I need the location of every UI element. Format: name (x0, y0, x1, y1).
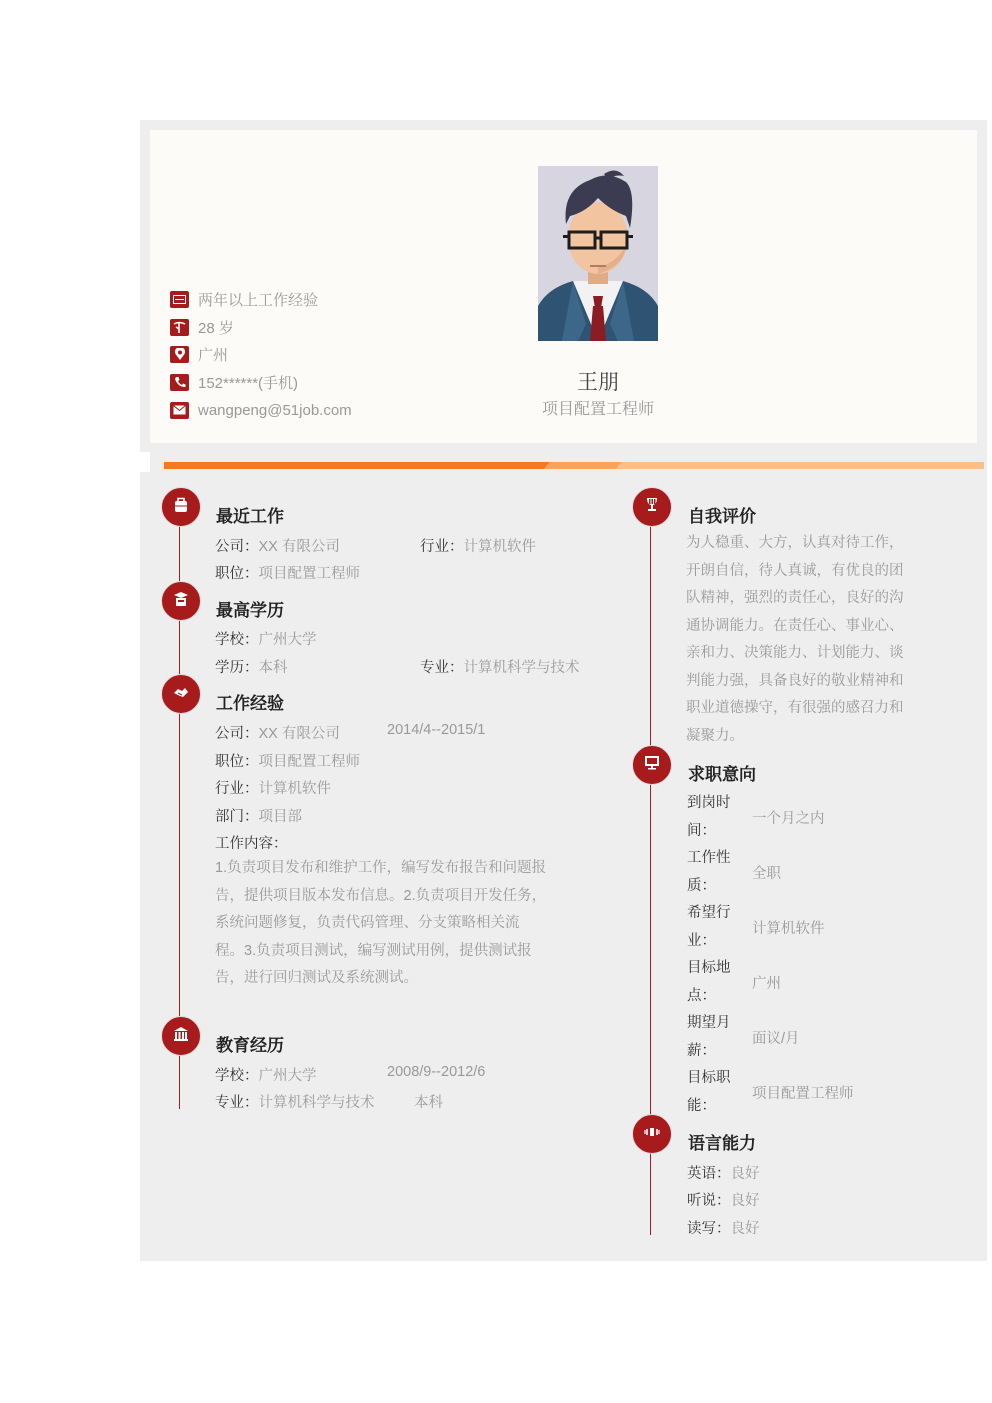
work-content (215, 855, 575, 993)
self-eval-line: 职业道德操守，有很强的感召力和 (686, 700, 904, 716)
work-position-label: 职位： (215, 754, 259, 770)
intent-row-label (687, 845, 739, 900)
intent-label-line: 间： (687, 822, 716, 839)
intent-row-value: 一个月之内 (752, 811, 825, 827)
self-eval-line: 通协调能力。在责任心、事业心、 (686, 617, 904, 634)
language-listen-value: 良好 (730, 1193, 760, 1209)
presentation-icon (644, 497, 660, 517)
edu-school (215, 628, 317, 649)
graduate-icon (173, 591, 189, 612)
language-rw-label: 读写： (687, 1221, 731, 1237)
self-eval-line: 亲和力、决策能力、计划能力、谈 (686, 645, 904, 661)
intent-row-value: 广州 (752, 976, 781, 992)
intent-label-line: 点： (687, 987, 716, 1004)
contact-age (170, 317, 234, 337)
header-notch (140, 452, 150, 472)
work-dept (215, 805, 302, 826)
recent-company-value: XX 有限公司 (258, 539, 340, 555)
edu-degree-value: 本科 (258, 660, 288, 676)
work-period: 2014/4--2015/1 (387, 722, 486, 738)
intent-label-line: 希望行 (687, 905, 731, 921)
work-company (215, 722, 340, 743)
work-industry (215, 777, 331, 798)
work-position (215, 750, 360, 771)
self-eval-title: 自我评价 (688, 507, 756, 527)
education-major-value: 计算机科学与技术 (258, 1095, 375, 1111)
education-degree: 本科 (414, 1095, 443, 1111)
education-badge (161, 1016, 201, 1056)
contact-experience (170, 289, 318, 309)
education-school-label: 学校： (215, 1068, 259, 1084)
intent-row-label (687, 955, 739, 1010)
language-listen-label: 听说： (687, 1193, 731, 1209)
work-industry-value: 计算机软件 (258, 781, 331, 797)
education-top-title: 最高学历 (216, 601, 284, 621)
job-intent-title: 求职意向 (688, 765, 756, 785)
contact-phone (170, 372, 298, 392)
recent-position (215, 562, 360, 583)
education-major (215, 1091, 375, 1112)
work-experience-title: 工作经验 (216, 694, 284, 714)
person-title: 项目配置工程师 (541, 401, 654, 418)
orange-divider (164, 462, 984, 469)
recent-work-title: 最近工作 (216, 507, 284, 527)
language-listen (687, 1189, 760, 1210)
recent-company-label: 公司： (215, 539, 259, 555)
intent-label-line: 业： (687, 932, 716, 949)
intent-label-line: 质： (687, 877, 716, 894)
intent-label-line: 能： (687, 1097, 716, 1114)
intent-row-value: 计算机软件 (752, 921, 825, 937)
intent-label-line: 目标地 (687, 960, 731, 976)
contact-age-text: 28 岁 (198, 319, 234, 337)
contact-phone-text: 152******(手机) (198, 374, 299, 392)
education-period: 2008/9--2012/6 (387, 1064, 486, 1080)
education-school-value: 广州大学 (258, 1068, 317, 1084)
intent-row-label (687, 790, 739, 845)
language-title: 语言能力 (688, 1134, 756, 1154)
education-top-badge (161, 581, 201, 621)
edu-degree-label: 学历： (215, 660, 259, 676)
language-rw-value: 良好 (730, 1221, 760, 1237)
language-english-value: 良好 (730, 1166, 760, 1182)
bag-icon (174, 497, 188, 518)
language-english-label: 英语： (687, 1166, 731, 1182)
edu-major (420, 656, 580, 677)
intent-row-value: 项目配置工程师 (752, 1086, 854, 1102)
education-school (215, 1064, 317, 1085)
self-eval-text (686, 530, 926, 750)
intent-row-label (687, 1065, 739, 1120)
recent-company (215, 535, 340, 556)
edu-major-label: 专业： (420, 660, 464, 676)
education-major-label: 专业： (215, 1095, 259, 1111)
avatar (538, 166, 658, 341)
intent-row-value: 面议/月 (752, 1031, 800, 1047)
work-industry-label: 行业： (215, 781, 259, 797)
contact-experience-text: 两年以上工作经验 (198, 291, 319, 309)
work-content-line: 程。3.负责项目测试，编写测试用例，提供测试报 (215, 942, 532, 959)
work-content-label (215, 832, 288, 853)
intent-label-line: 到岗时 (687, 795, 731, 811)
self-eval-badge (632, 487, 672, 527)
work-company-value: XX 有限公司 (258, 726, 340, 742)
briefcase-icon (170, 291, 189, 308)
age-icon (170, 319, 189, 336)
intent-label-line: 目标职 (687, 1070, 731, 1086)
contact-location (170, 344, 228, 364)
edu-degree (215, 656, 288, 677)
work-content-label-text: 工作内容： (215, 836, 288, 852)
self-eval-line: 凝聚力。 (686, 727, 744, 744)
intent-label-line: 工作性 (687, 850, 731, 866)
work-dept-label: 部门： (215, 809, 259, 825)
language-rw (687, 1217, 760, 1238)
work-content-line: 告，进行回归测试及系统测试。 (215, 970, 418, 986)
intent-row-label (687, 1010, 739, 1065)
edu-school-value: 广州大学 (258, 632, 317, 648)
job-intent-badge (632, 745, 672, 785)
edu-major-value: 计算机科学与技术 (463, 660, 580, 676)
recent-position-value: 项目配置工程师 (258, 566, 360, 582)
language-badge (632, 1114, 672, 1154)
intent-row-value: 全职 (752, 866, 781, 882)
handshake-icon (173, 685, 189, 704)
contact-email[interactable] (170, 400, 352, 420)
work-content-line: 1.负责项目发布和维护工作，编写发布报告和问题报 (215, 860, 547, 876)
self-eval-line: 为人稳重、大方，认真对待工作， (686, 535, 904, 551)
work-dept-value: 项目部 (258, 809, 302, 825)
work-position-value: 项目配置工程师 (258, 754, 360, 770)
intent-row-label (687, 900, 739, 955)
recent-industry-value: 计算机软件 (463, 539, 536, 555)
recent-work-badge (161, 487, 201, 527)
self-eval-line: 判能力强，具备良好的敬业精神和 (686, 672, 904, 689)
work-experience-badge (161, 674, 201, 714)
self-eval-line: 开朗自信，待人真诚，有优良的团 (686, 562, 904, 579)
intent-label-line: 期望月 (687, 1015, 731, 1031)
recent-industry-label: 行业： (420, 539, 464, 555)
phone-icon (170, 374, 189, 391)
intent-label-line: 薪： (687, 1042, 716, 1059)
recent-position-label: 职位： (215, 566, 259, 582)
language-english (687, 1162, 760, 1183)
work-content-line: 系统问题修复，负责代码管理、分支策略相关流 (215, 915, 520, 931)
self-eval-line: 队精神，强烈的责任心，良好的沟 (686, 590, 904, 606)
contact-email-text: wangpeng@51job.com (198, 401, 352, 419)
person-name: 王朋 (577, 371, 619, 394)
work-content-line: 告，提供项目版本发布信息。2.负责项目开发任务， (215, 887, 547, 904)
work-company-label: 公司： (215, 726, 259, 742)
sound-icon (644, 1125, 660, 1144)
monitor-icon (644, 755, 660, 775)
edu-school-label: 学校： (215, 632, 259, 648)
contact-location-text: 广州 (198, 346, 229, 364)
location-pin-icon (170, 346, 189, 363)
school-building-icon (173, 1026, 189, 1046)
recent-industry (420, 535, 536, 556)
education-title: 教育经历 (216, 1036, 284, 1056)
mail-icon (170, 402, 189, 419)
